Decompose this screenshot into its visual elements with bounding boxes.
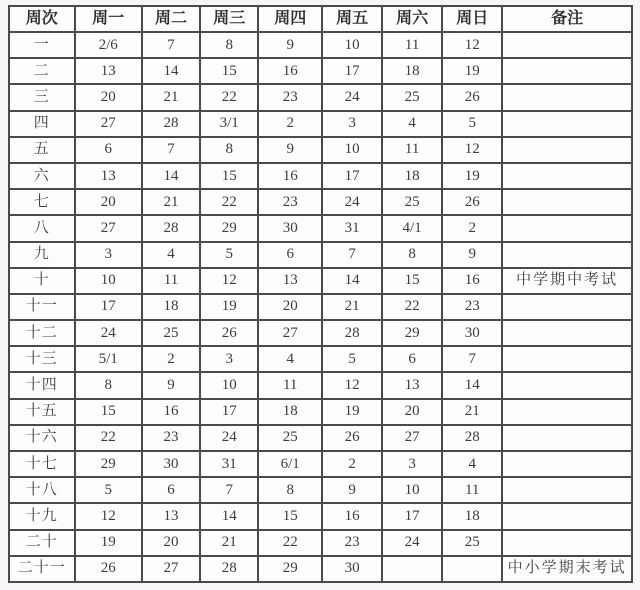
day-cell: 25 xyxy=(382,84,442,110)
day-cell: 12 xyxy=(442,137,502,163)
day-cell: 23 xyxy=(442,294,502,320)
day-cell: 27 xyxy=(382,425,442,451)
day-cell: 16 xyxy=(142,399,200,425)
day-cell: 22 xyxy=(200,189,258,215)
week-label-cell: 六 xyxy=(9,163,75,189)
note-cell xyxy=(502,530,632,556)
day-cell: 7 xyxy=(322,242,382,268)
week-label-cell: 十八 xyxy=(9,477,75,503)
day-cell: 5/1 xyxy=(75,346,142,372)
table-row xyxy=(9,294,632,320)
day-cell: 21 xyxy=(200,530,258,556)
day-cell: 14 xyxy=(142,58,200,84)
day-cell: 17 xyxy=(322,58,382,84)
week-label-cell: 一 xyxy=(9,32,75,58)
table-row xyxy=(9,84,632,110)
day-cell: 2 xyxy=(142,346,200,372)
day-cell: 9 xyxy=(258,32,322,58)
day-cell: 17 xyxy=(322,163,382,189)
table-row xyxy=(9,189,632,215)
week-label-cell: 七 xyxy=(9,189,75,215)
table-row xyxy=(9,477,632,503)
day-cell: 21 xyxy=(142,84,200,110)
day-cell: 3 xyxy=(382,451,442,477)
day-cell: 27 xyxy=(75,215,142,241)
table-row xyxy=(9,215,632,241)
day-cell: 10 xyxy=(75,268,142,294)
day-cell: 12 xyxy=(200,268,258,294)
day-cell: 16 xyxy=(258,58,322,84)
day-cell: 22 xyxy=(382,294,442,320)
day-cell: 2 xyxy=(258,111,322,137)
day-cell: 7 xyxy=(142,32,200,58)
day-cell: 31 xyxy=(322,215,382,241)
day-cell: 28 xyxy=(322,320,382,346)
week-label-cell: 二十一 xyxy=(9,556,75,582)
day-cell: 15 xyxy=(200,58,258,84)
day-cell: 6 xyxy=(75,137,142,163)
day-cell: 12 xyxy=(322,372,382,398)
day-cell: 2/6 xyxy=(75,32,142,58)
day-cell: 22 xyxy=(75,425,142,451)
day-cell: 6 xyxy=(382,346,442,372)
table-row xyxy=(9,320,632,346)
day-cell: 30 xyxy=(322,556,382,582)
day-cell: 20 xyxy=(382,399,442,425)
day-cell: 25 xyxy=(442,530,502,556)
day-cell: 3 xyxy=(75,242,142,268)
header-cell: 周五 xyxy=(322,6,382,32)
day-cell: 14 xyxy=(322,268,382,294)
day-cell xyxy=(442,556,502,582)
day-cell: 7 xyxy=(142,137,200,163)
note-cell: 中小学期末考试 xyxy=(502,556,632,582)
note-cell xyxy=(502,189,632,215)
day-cell: 10 xyxy=(200,372,258,398)
day-cell: 30 xyxy=(142,451,200,477)
day-cell: 20 xyxy=(142,530,200,556)
day-cell: 3 xyxy=(200,346,258,372)
day-cell: 8 xyxy=(258,477,322,503)
day-cell: 26 xyxy=(442,84,502,110)
header-cell: 周次 xyxy=(9,6,75,32)
day-cell: 15 xyxy=(258,503,322,529)
day-cell: 21 xyxy=(142,189,200,215)
day-cell: 15 xyxy=(200,163,258,189)
day-cell: 4 xyxy=(142,242,200,268)
table-row xyxy=(9,372,632,398)
note-cell xyxy=(502,111,632,137)
day-cell: 11 xyxy=(382,32,442,58)
day-cell: 4 xyxy=(258,346,322,372)
note-cell: 中学期中考试 xyxy=(502,268,632,294)
day-cell: 9 xyxy=(322,477,382,503)
header-cell: 备注 xyxy=(502,6,632,32)
day-cell: 4 xyxy=(442,451,502,477)
note-cell xyxy=(502,503,632,529)
day-cell: 24 xyxy=(382,530,442,556)
day-cell: 19 xyxy=(442,58,502,84)
week-label-cell: 十四 xyxy=(9,372,75,398)
day-cell: 18 xyxy=(382,58,442,84)
table-row xyxy=(9,111,632,137)
day-cell: 15 xyxy=(75,399,142,425)
table-row xyxy=(9,58,632,84)
day-cell: 24 xyxy=(322,84,382,110)
day-cell: 13 xyxy=(142,503,200,529)
week-label-cell: 二十 xyxy=(9,530,75,556)
week-label-cell: 二 xyxy=(9,58,75,84)
note-cell xyxy=(502,399,632,425)
day-cell: 11 xyxy=(142,268,200,294)
day-cell: 13 xyxy=(75,163,142,189)
week-label-cell: 十三 xyxy=(9,346,75,372)
day-cell: 29 xyxy=(258,556,322,582)
day-cell: 19 xyxy=(442,163,502,189)
day-cell: 8 xyxy=(200,137,258,163)
note-cell xyxy=(502,425,632,451)
day-cell: 29 xyxy=(382,320,442,346)
note-cell xyxy=(502,137,632,163)
day-cell: 5 xyxy=(322,346,382,372)
header-cell: 周一 xyxy=(75,6,142,32)
day-cell: 25 xyxy=(382,189,442,215)
week-label-cell: 十二 xyxy=(9,320,75,346)
day-cell: 18 xyxy=(258,399,322,425)
day-cell: 2 xyxy=(442,215,502,241)
day-cell: 8 xyxy=(382,242,442,268)
day-cell: 5 xyxy=(200,242,258,268)
day-cell: 4 xyxy=(382,111,442,137)
day-cell: 13 xyxy=(258,268,322,294)
school-week-calendar-table xyxy=(8,5,633,583)
table-row xyxy=(9,242,632,268)
day-cell: 20 xyxy=(258,294,322,320)
day-cell: 10 xyxy=(382,477,442,503)
header-cell: 周二 xyxy=(142,6,200,32)
day-cell: 5 xyxy=(75,477,142,503)
day-cell: 19 xyxy=(200,294,258,320)
day-cell: 2 xyxy=(322,451,382,477)
note-cell xyxy=(502,32,632,58)
day-cell: 29 xyxy=(75,451,142,477)
day-cell: 28 xyxy=(142,215,200,241)
day-cell: 12 xyxy=(442,32,502,58)
header-cell: 周三 xyxy=(200,6,258,32)
table-row xyxy=(9,451,632,477)
day-cell: 23 xyxy=(258,84,322,110)
day-cell: 13 xyxy=(382,372,442,398)
note-cell xyxy=(502,477,632,503)
day-cell: 17 xyxy=(382,503,442,529)
day-cell xyxy=(382,556,442,582)
day-cell: 25 xyxy=(142,320,200,346)
day-cell: 7 xyxy=(442,346,502,372)
note-cell xyxy=(502,84,632,110)
week-label-cell: 五 xyxy=(9,137,75,163)
table-row xyxy=(9,530,632,556)
day-cell: 18 xyxy=(442,503,502,529)
day-cell: 4/1 xyxy=(382,215,442,241)
day-cell: 13 xyxy=(75,58,142,84)
day-cell: 11 xyxy=(258,372,322,398)
day-cell: 26 xyxy=(322,425,382,451)
day-cell: 30 xyxy=(442,320,502,346)
day-cell: 22 xyxy=(200,84,258,110)
note-cell xyxy=(502,346,632,372)
day-cell: 14 xyxy=(200,503,258,529)
day-cell: 18 xyxy=(382,163,442,189)
day-cell: 16 xyxy=(258,163,322,189)
day-cell: 16 xyxy=(442,268,502,294)
day-cell: 31 xyxy=(200,451,258,477)
table-row xyxy=(9,556,632,582)
note-cell xyxy=(502,58,632,84)
day-cell: 3 xyxy=(322,111,382,137)
table-row xyxy=(9,399,632,425)
day-cell: 29 xyxy=(200,215,258,241)
day-cell: 11 xyxy=(382,137,442,163)
day-cell: 14 xyxy=(142,163,200,189)
day-cell: 24 xyxy=(200,425,258,451)
day-cell: 28 xyxy=(142,111,200,137)
table-row xyxy=(9,137,632,163)
day-cell: 11 xyxy=(442,477,502,503)
day-cell: 10 xyxy=(322,32,382,58)
header-cell: 周六 xyxy=(382,6,442,32)
header-row xyxy=(9,6,632,32)
note-cell xyxy=(502,294,632,320)
day-cell: 12 xyxy=(75,503,142,529)
note-cell xyxy=(502,320,632,346)
week-label-cell: 四 xyxy=(9,111,75,137)
header-cell: 周四 xyxy=(258,6,322,32)
table-row xyxy=(9,268,632,294)
day-cell: 15 xyxy=(382,268,442,294)
day-cell: 23 xyxy=(142,425,200,451)
day-cell: 17 xyxy=(75,294,142,320)
day-cell: 9 xyxy=(258,137,322,163)
day-cell: 6 xyxy=(258,242,322,268)
week-label-cell: 十一 xyxy=(9,294,75,320)
note-cell xyxy=(502,372,632,398)
day-cell: 21 xyxy=(442,399,502,425)
day-cell: 27 xyxy=(142,556,200,582)
week-label-cell: 十五 xyxy=(9,399,75,425)
week-label-cell: 八 xyxy=(9,215,75,241)
week-label-cell: 九 xyxy=(9,242,75,268)
table-row xyxy=(9,32,632,58)
day-cell: 14 xyxy=(442,372,502,398)
day-cell: 24 xyxy=(75,320,142,346)
day-cell: 30 xyxy=(258,215,322,241)
day-cell: 27 xyxy=(75,111,142,137)
note-cell xyxy=(502,215,632,241)
day-cell: 7 xyxy=(200,477,258,503)
day-cell: 17 xyxy=(200,399,258,425)
week-label-cell: 三 xyxy=(9,84,75,110)
day-cell: 28 xyxy=(200,556,258,582)
day-cell: 6 xyxy=(142,477,200,503)
day-cell: 26 xyxy=(442,189,502,215)
week-label-cell: 十七 xyxy=(9,451,75,477)
table-row xyxy=(9,503,632,529)
day-cell: 3/1 xyxy=(200,111,258,137)
week-label-cell: 十九 xyxy=(9,503,75,529)
table-row xyxy=(9,163,632,189)
day-cell: 27 xyxy=(258,320,322,346)
day-cell: 5 xyxy=(442,111,502,137)
day-cell: 8 xyxy=(75,372,142,398)
day-cell: 26 xyxy=(200,320,258,346)
day-cell: 10 xyxy=(322,137,382,163)
day-cell: 9 xyxy=(442,242,502,268)
day-cell: 6/1 xyxy=(258,451,322,477)
day-cell: 18 xyxy=(142,294,200,320)
day-cell: 16 xyxy=(322,503,382,529)
header-cell: 周日 xyxy=(442,6,502,32)
day-cell: 19 xyxy=(322,399,382,425)
note-cell xyxy=(502,242,632,268)
table-row xyxy=(9,425,632,451)
day-cell: 24 xyxy=(322,189,382,215)
table-body xyxy=(9,32,632,582)
day-cell: 26 xyxy=(75,556,142,582)
day-cell: 9 xyxy=(142,372,200,398)
day-cell: 20 xyxy=(75,189,142,215)
day-cell: 25 xyxy=(258,425,322,451)
table-row xyxy=(9,346,632,372)
note-cell xyxy=(502,451,632,477)
week-label-cell: 十六 xyxy=(9,425,75,451)
day-cell: 23 xyxy=(322,530,382,556)
week-label-cell: 十 xyxy=(9,268,75,294)
day-cell: 20 xyxy=(75,84,142,110)
day-cell: 8 xyxy=(200,32,258,58)
note-cell xyxy=(502,163,632,189)
day-cell: 21 xyxy=(322,294,382,320)
day-cell: 19 xyxy=(75,530,142,556)
day-cell: 28 xyxy=(442,425,502,451)
day-cell: 23 xyxy=(258,189,322,215)
day-cell: 22 xyxy=(258,530,322,556)
